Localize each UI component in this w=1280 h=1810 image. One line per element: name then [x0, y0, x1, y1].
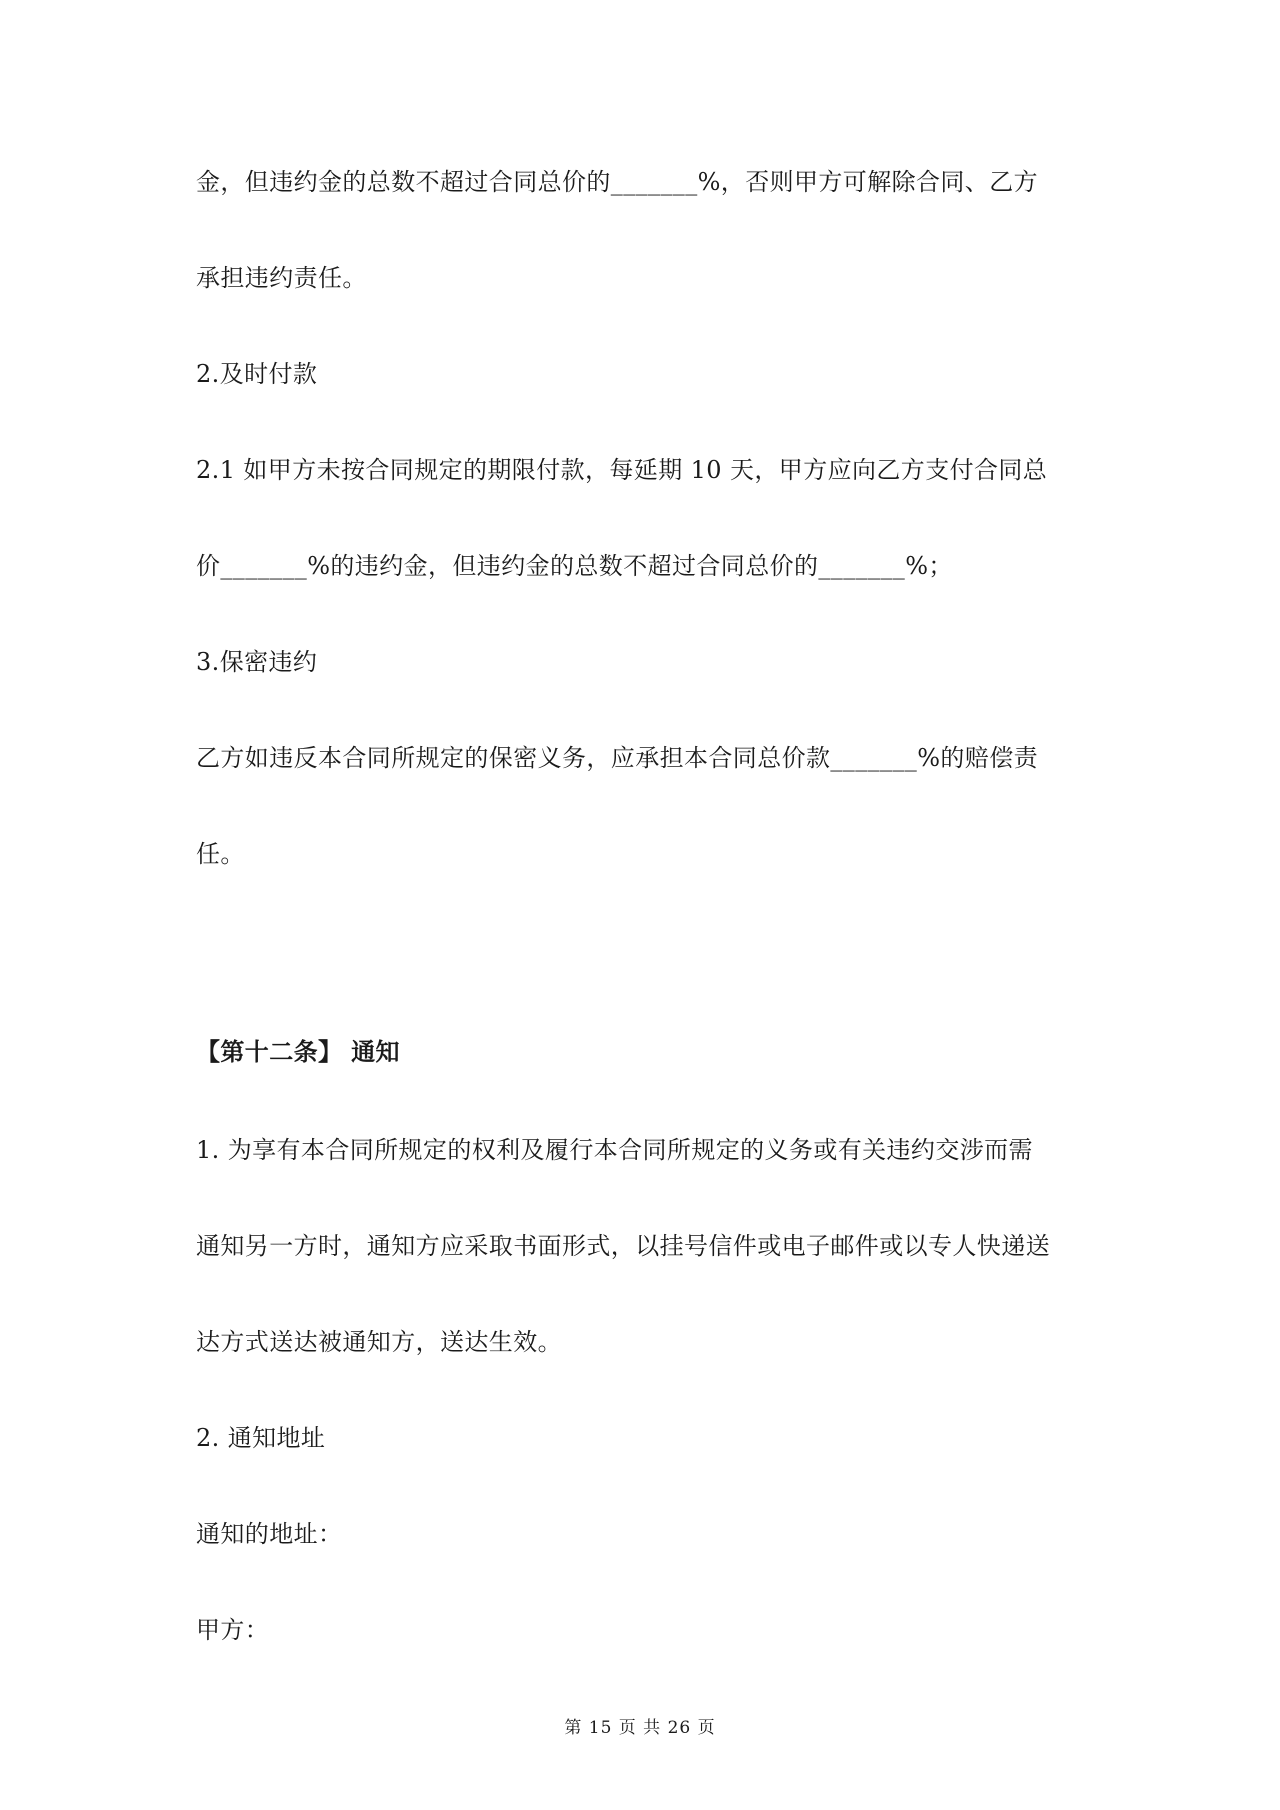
party-a-label: 甲方： — [196, 1616, 270, 1644]
paragraph-line-10: 1. 为享有本合同所规定的权利及履行本合同所规定的义务或有关违约交涉而需 — [196, 1136, 1033, 1164]
paragraph-line-2: 承担违约责任。 — [196, 264, 367, 292]
subheading-confidentiality-breach: 3.保密违约 — [196, 648, 318, 676]
subheading-notice-address: 2. 通知地址 — [196, 1424, 326, 1452]
paragraph-line-11: 通知另一方时，通知方应采取书面形式，以挂号信件或电子邮件或以专人快递送 — [196, 1232, 1050, 1260]
paragraph-line-8: 任。 — [196, 840, 245, 868]
paragraph-line-1: 金，但违约金的总数不超过合同总价的_______%，否则甲方可解除合同、乙方 — [196, 168, 1039, 196]
paragraph-line-5: 价_______%的违约金，但违约金的总数不超过合同总价的_______%； — [196, 552, 953, 580]
subheading-timely-payment: 2.及时付款 — [196, 360, 318, 388]
paragraph-line-7: 乙方如违反本合同所规定的保密义务，应承担本合同总价款_______%的赔偿责 — [196, 744, 1039, 772]
paragraph-line-4: 2.1 如甲方未按合同规定的期限付款，每延期 10 天，甲方应向乙方支付合同总 — [196, 456, 1048, 484]
section-heading-notice: 【第十二条】 通知 — [196, 1037, 400, 1066]
paragraph-line-12: 达方式送达被通知方，送达生效。 — [196, 1328, 562, 1356]
page-number-footer: 第 15 页 共 26 页 — [564, 1718, 716, 1738]
paragraph-line-14: 通知的地址： — [196, 1520, 343, 1548]
